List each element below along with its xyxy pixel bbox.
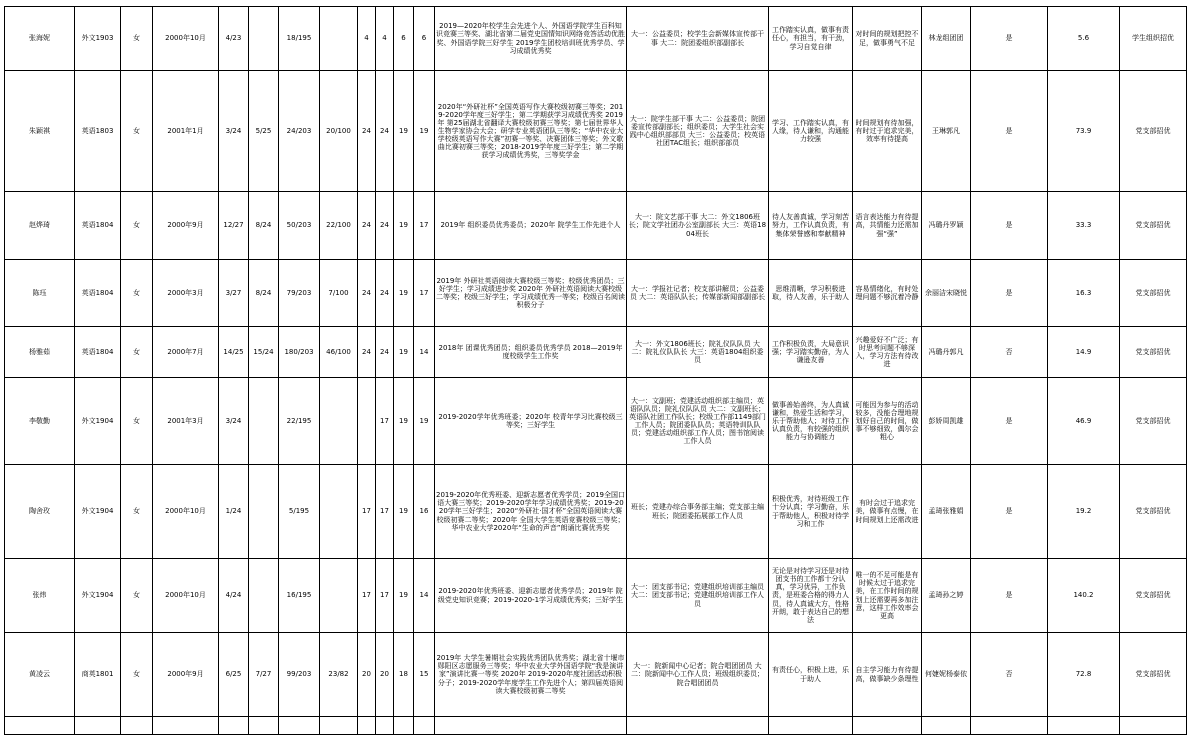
score-cell: 16.3 <box>1048 260 1120 327</box>
birth-cell: 2000年9月 <box>153 192 219 260</box>
strengths-cell: 工作积极负责，大局意识强；学习踏实勤奋，为人谦逊友善 <box>769 327 853 378</box>
score-a-cell: 24 <box>358 192 376 260</box>
empty-cell <box>394 717 414 735</box>
strengths-cell: 思维清晰，学习积极进取，待人友善，乐于助人 <box>769 260 853 327</box>
weaknesses-cell: 语言表达能力有待提高，共情能力还需加强“强” <box>853 192 922 260</box>
rank-2-cell: 15/24 <box>249 327 279 378</box>
empty-cell <box>75 717 121 735</box>
rank-4-cell: 23/82 <box>320 633 358 717</box>
department-cell: 党支部招优 <box>1120 378 1187 465</box>
rank-2-cell: 7/27 <box>249 633 279 717</box>
qualified-cell: 是 <box>971 559 1048 633</box>
qualified-cell: 是 <box>971 378 1048 465</box>
duties-cell: 大一：公益委员；校学生会新媒体宣传部干事 大二：院团委组织部副部长 <box>627 7 769 71</box>
recommenders-cell: 孟琦张雅娟 <box>922 465 971 559</box>
sex-cell: 女 <box>121 465 153 559</box>
department-cell: 党支部招优 <box>1120 559 1187 633</box>
class-cell: 英语1804 <box>75 192 121 260</box>
score-b-cell: 24 <box>376 71 394 192</box>
rank-1-cell: 4/24 <box>219 559 249 633</box>
sex-cell: 女 <box>121 260 153 327</box>
score-b-cell: 24 <box>376 327 394 378</box>
rank-4-cell: 20/100 <box>320 71 358 192</box>
duties-cell: 大一：文副班；党建活动组织部主编员；英语队队员；院礼仪队队员 大二：文副班长；英语队社团工作队长；校级工作部1149部门工作人员；院团委队队员；英语特训队队员；党建活动组织部工作人员；图书馆阅读工作人员 <box>627 378 769 465</box>
score-a-cell: 17 <box>358 465 376 559</box>
qualified-cell: 是 <box>971 71 1048 192</box>
score-b-cell: 24 <box>376 192 394 260</box>
awards-cell: 2019-2020年优秀班委、迎新志愿者优秀学员；2019年 院级党史知识竞赛；2019-2020-1学习成绩优秀奖；三好学生 <box>435 559 627 633</box>
rank-1-cell: 3/24 <box>219 378 249 465</box>
rank-3-cell: 16/195 <box>279 559 320 633</box>
rank-3-cell: 180/203 <box>279 327 320 378</box>
score-a-cell: 20 <box>358 633 376 717</box>
table-row <box>5 327 1187 378</box>
empty-cell <box>627 717 769 735</box>
empty-cell <box>153 717 219 735</box>
weaknesses-cell: 对时间的规划把控不足，做事勇气不足 <box>853 7 922 71</box>
table-row <box>5 192 1187 260</box>
score-c-cell: 19 <box>394 260 414 327</box>
weaknesses-cell: 时间规划有待加强，有时过于追求完美，效率有待提高 <box>853 71 922 192</box>
empty-cell <box>279 717 320 735</box>
class-cell: 外文1903 <box>75 7 121 71</box>
score-d-cell: 6 <box>414 7 435 71</box>
score-d-cell: 15 <box>414 633 435 717</box>
rank-4-cell: 22/100 <box>320 192 358 260</box>
recommenders-cell: 余丽洁宋晓悦 <box>922 260 971 327</box>
sex-cell: 女 <box>121 71 153 192</box>
rank-4-cell <box>320 559 358 633</box>
birth-cell: 2000年7月 <box>153 327 219 378</box>
class-cell: 外文1904 <box>75 465 121 559</box>
class-cell: 商英1801 <box>75 633 121 717</box>
strengths-cell: 积极优秀，对待班级工作十分认真；学习勤奋，乐于帮助他人，积极对待学习和工作 <box>769 465 853 559</box>
class-cell: 英语1804 <box>75 260 121 327</box>
rank-2-cell <box>249 7 279 71</box>
table-row <box>5 71 1187 192</box>
score-d-cell: 19 <box>414 378 435 465</box>
name-cell: 陶舍玫 <box>5 465 75 559</box>
score-cell: 46.9 <box>1048 378 1120 465</box>
empty-cell <box>853 717 922 735</box>
recommenders-cell: 何婕妮杨泰依 <box>922 633 971 717</box>
rank-1-cell: 1/24 <box>219 465 249 559</box>
rank-4-cell: 7/100 <box>320 260 358 327</box>
score-c-cell: 19 <box>394 378 414 465</box>
qualified-cell: 否 <box>971 633 1048 717</box>
department-cell: 党支部招优 <box>1120 633 1187 717</box>
rank-4-cell <box>320 465 358 559</box>
rank-1-cell: 6/25 <box>219 633 249 717</box>
rank-2-cell <box>249 378 279 465</box>
score-a-cell: 24 <box>358 260 376 327</box>
class-cell: 英语1804 <box>75 327 121 378</box>
score-d-cell: 16 <box>414 465 435 559</box>
birth-cell: 2000年10月 <box>153 7 219 71</box>
rank-4-cell <box>320 7 358 71</box>
score-d-cell: 17 <box>414 260 435 327</box>
empty-cell <box>769 717 853 735</box>
birth-cell: 2001年1月 <box>153 71 219 192</box>
recommenders-cell: 王琳郭凡 <box>922 71 971 192</box>
weaknesses-cell: 有时会过于追求完美，做事有点慢，在时间规划上还需改进 <box>853 465 922 559</box>
rank-3-cell: 5/195 <box>279 465 320 559</box>
table-row <box>5 465 1187 559</box>
score-c-cell: 19 <box>394 327 414 378</box>
score-cell: 72.8 <box>1048 633 1120 717</box>
rank-1-cell: 14/25 <box>219 327 249 378</box>
empty-cell <box>219 717 249 735</box>
empty-cell <box>121 717 153 735</box>
rank-3-cell: 24/203 <box>279 71 320 192</box>
candidate-table <box>4 6 1187 735</box>
empty-cell <box>1048 717 1120 735</box>
score-b-cell: 4 <box>376 7 394 71</box>
awards-cell: 2019-2020学年优秀班委；2020年 校青年学习比赛校级三等奖；三好学生 <box>435 378 627 465</box>
sex-cell: 女 <box>121 7 153 71</box>
department-cell: 党支部招优 <box>1120 327 1187 378</box>
rank-1-cell: 3/27 <box>219 260 249 327</box>
empty-cell <box>435 717 627 735</box>
qualified-cell: 是 <box>971 465 1048 559</box>
duties-cell: 大一：院文艺部干事 大二：外文1806班长；院文学社团办公室副部长 大三：英语1804班长 <box>627 192 769 260</box>
recommenders-cell: 冯璐丹郭凡 <box>922 327 971 378</box>
score-c-cell: 18 <box>394 633 414 717</box>
awards-cell: 2020年“外研社杯”全国英语写作大赛校级初赛三等奖；2019-2020学年度三好学生；第二学期获学习成绩优秀奖 2019年 第25届湖北省翻译大赛校级初赛三等奖；第七届世界华人生物学家协会大会；研学专业英语团队三等奖；“华中农业大学校级英语写作大赛”初赛一等奖、决赛团体三等奖；外文歌曲比赛初赛三等奖；2018-2019学年度三好学生；第二学期获学习成绩优秀奖，三等奖学金 <box>435 71 627 192</box>
score-cell: 14.9 <box>1048 327 1120 378</box>
empty-cell <box>249 717 279 735</box>
sex-cell: 女 <box>121 378 153 465</box>
score-cell: 33.3 <box>1048 192 1120 260</box>
name-cell: 杨雅茹 <box>5 327 75 378</box>
department-cell: 党支部招优 <box>1120 260 1187 327</box>
score-d-cell: 17 <box>414 192 435 260</box>
strengths-cell: 工作踏实认真，做事有责任心，有担当，有干劲，学习自觉自律 <box>769 7 853 71</box>
awards-cell: 2019-2020年优秀班委、迎新志愿者优秀学员；2019全国口语大赛三等奖；2019-2020学年学习成绩优秀奖；2019-2020学年三好学生；2020“外研社·国才杯”全国英语阅读大赛校级初赛二等奖；2020年 全国大学生英语竞赛校级三等奖；华中农业大学2020年“生命的声音”朗诵比赛优秀奖 <box>435 465 627 559</box>
table-row <box>5 559 1187 633</box>
score-cell: 19.2 <box>1048 465 1120 559</box>
name-cell: 陈珏 <box>5 260 75 327</box>
rank-3-cell: 22/195 <box>279 378 320 465</box>
rank-1-cell: 12/27 <box>219 192 249 260</box>
weaknesses-cell: 唯一的不足可能是有时候太过于追求完美，在工作时间的规划上还需要再多加注意，这样工作效率会更高 <box>853 559 922 633</box>
score-c-cell: 19 <box>394 465 414 559</box>
duties-cell: 大一：院新闻中心记者；院合唱团团员 大二：院新闻中心工作人员；班级组织委员；院合唱团团员 <box>627 633 769 717</box>
recommenders-cell: 彭娇周凯雄 <box>922 378 971 465</box>
sex-cell: 女 <box>121 559 153 633</box>
empty-cell <box>971 717 1048 735</box>
duties-cell: 大一：团支部书记；党建组织培训部主编员 大二：团支部书记；党建组织培训部工作人员 <box>627 559 769 633</box>
name-cell: 张海妮 <box>5 7 75 71</box>
empty-cell <box>922 717 971 735</box>
duties-cell: 大一：外文1806班长；院礼仪队队员 大二：院礼仪队队长 大三：英语1804组织委员 <box>627 327 769 378</box>
qualified-cell: 否 <box>971 327 1048 378</box>
department-cell: 党支部招优 <box>1120 192 1187 260</box>
rank-3-cell: 79/203 <box>279 260 320 327</box>
table-body <box>5 7 1187 735</box>
rank-2-cell: 5/25 <box>249 71 279 192</box>
rank-2-cell <box>249 465 279 559</box>
score-cell: 73.9 <box>1048 71 1120 192</box>
duties-cell: 大一：院学生部干事 大二：公益委员；院团委宣传部副部长；组织委员；大学生社会实践中心组织部部员 大三：公益委员；校英语社团TAC组长；组织部部员 <box>627 71 769 192</box>
score-b-cell: 17 <box>376 465 394 559</box>
department-cell: 党支部招优 <box>1120 71 1187 192</box>
score-d-cell: 19 <box>414 71 435 192</box>
birth-cell: 2000年3月 <box>153 260 219 327</box>
name-cell: 张炜 <box>5 559 75 633</box>
weaknesses-cell: 可能因为参与的活动较多，没能合理地规划好自己的时间，做事不够细致，偶尔会粗心 <box>853 378 922 465</box>
birth-cell: 2001年3月 <box>153 378 219 465</box>
awards-cell: 2018年 团课优秀团员；组织委员优秀学员 2018—2019年度校级学生工作奖 <box>435 327 627 378</box>
strengths-cell: 学习、工作踏实认真，有人缘，待人谦和，沟通能力较强 <box>769 71 853 192</box>
birth-cell: 2000年10月 <box>153 559 219 633</box>
awards-cell: 2019年 外研社英语阅读大赛校级三等奖；校级优秀团员；三好学生；学习成绩进步奖 2020年 外研社英语阅读大赛校级二等奖；校级三好学生；学习成绩优秀一等奖；校级百名阅读积极分子 <box>435 260 627 327</box>
rank-2-cell: 8/24 <box>249 260 279 327</box>
name-cell: 黄凌云 <box>5 633 75 717</box>
score-d-cell: 14 <box>414 327 435 378</box>
class-cell: 外文1904 <box>75 378 121 465</box>
awards-cell: 2019年 大学生暑期社会实践优秀团队优秀奖；湖北省十堰市郧阳区志愿服务三等奖；华中农业大学外国语学院“我是演讲家”演讲比赛一等奖 2020年 2019-2020年度社团活动积极分子；2019-2020学年度学生工作先进个人；第四届英语阅读大赛校级初赛二等奖 <box>435 633 627 717</box>
table-row <box>5 7 1187 71</box>
awards-cell: 2019年 组织委员优秀委员；2020年 院学生工作先进个人 <box>435 192 627 260</box>
weaknesses-cell: 兴趣爱好不广泛；有时思考问题不够深入，学习方法有待改进 <box>853 327 922 378</box>
score-c-cell: 6 <box>394 7 414 71</box>
recommenders-cell: 孟琦孙之婷 <box>922 559 971 633</box>
rank-2-cell: 8/24 <box>249 192 279 260</box>
table-row <box>5 633 1187 717</box>
qualified-cell: 是 <box>971 260 1048 327</box>
recommenders-cell: 林龙组团团 <box>922 7 971 71</box>
table-row <box>5 378 1187 465</box>
rank-3-cell: 99/203 <box>279 633 320 717</box>
strengths-cell: 待人友善真诚，学习刻苦努力，工作认真负责，有集体荣誉感和奉献精神 <box>769 192 853 260</box>
strengths-cell: 做事善始善终，为人真诚谦和，热爱生活和学习，乐于帮助他人；对待工作认真负责，有较强的组织能力与协调能力 <box>769 378 853 465</box>
rank-4-cell <box>320 378 358 465</box>
score-a-cell: 17 <box>358 559 376 633</box>
score-b-cell: 20 <box>376 633 394 717</box>
name-cell: 李敬勤 <box>5 378 75 465</box>
rank-1-cell: 4/23 <box>219 7 249 71</box>
score-cell: 5.6 <box>1048 7 1120 71</box>
empty-cell <box>414 717 435 735</box>
sex-cell: 女 <box>121 327 153 378</box>
empty-cell <box>376 717 394 735</box>
strengths-cell: 无论是对待学习还是对待团支书的工作都十分认真，学习优异，工作负责，是班委合格的得力人员，待人真诚大方，性格开朗，敢于表达自己的想法 <box>769 559 853 633</box>
weaknesses-cell: 自主学习能力有待提高，做事缺少条理性 <box>853 633 922 717</box>
class-cell: 英语1803 <box>75 71 121 192</box>
score-b-cell: 24 <box>376 260 394 327</box>
duties-cell: 大一：学报社记者；校支部讲解员；公益委员 大二：英语队队长；传媒部新闻部副部长 <box>627 260 769 327</box>
sex-cell: 女 <box>121 633 153 717</box>
birth-cell: 2000年9月 <box>153 633 219 717</box>
sex-cell: 女 <box>121 192 153 260</box>
name-cell: 朱颖祺 <box>5 71 75 192</box>
table-row <box>5 260 1187 327</box>
score-a-cell: 24 <box>358 327 376 378</box>
rank-3-cell: 50/203 <box>279 192 320 260</box>
empty-cell <box>320 717 358 735</box>
score-c-cell: 19 <box>394 71 414 192</box>
score-b-cell: 17 <box>376 559 394 633</box>
weaknesses-cell: 容易情绪化，有时处理问题不够沉着冷静 <box>853 260 922 327</box>
score-b-cell: 17 <box>376 378 394 465</box>
score-a-cell <box>358 378 376 465</box>
birth-cell: 2000年10月 <box>153 465 219 559</box>
rank-4-cell: 46/100 <box>320 327 358 378</box>
qualified-cell: 是 <box>971 192 1048 260</box>
awards-cell: 2019—2020年校学生会先进个人、外国语学院学生百科知识竞赛三等奖、湖北省第二届党史国情知识网络竞答活动优胜奖、外国语学院三好学生 2019学生团校培训班优秀学员、学习成绩优秀奖 <box>435 7 627 71</box>
recommenders-cell: 冯璐丹罗颖 <box>922 192 971 260</box>
empty-cell <box>5 717 75 735</box>
name-cell: 赵烨琦 <box>5 192 75 260</box>
score-a-cell: 24 <box>358 71 376 192</box>
rank-3-cell: 18/195 <box>279 7 320 71</box>
table-row <box>5 717 1187 735</box>
score-c-cell: 19 <box>394 192 414 260</box>
rank-1-cell: 3/24 <box>219 71 249 192</box>
score-d-cell: 14 <box>414 559 435 633</box>
department-cell: 党支部招优 <box>1120 465 1187 559</box>
department-cell: 学生组织招优 <box>1120 7 1187 71</box>
qualified-cell: 是 <box>971 7 1048 71</box>
score-cell: 140.2 <box>1048 559 1120 633</box>
strengths-cell: 有责任心，积极上进，乐于助人 <box>769 633 853 717</box>
empty-cell <box>358 717 376 735</box>
score-a-cell: 4 <box>358 7 376 71</box>
empty-cell <box>1120 717 1187 735</box>
rank-2-cell <box>249 559 279 633</box>
duties-cell: 班长；党建办综合事务部主编；党支部主编 班长；院团委拓展部工作人员 <box>627 465 769 559</box>
class-cell: 外文1904 <box>75 559 121 633</box>
score-c-cell: 19 <box>394 559 414 633</box>
